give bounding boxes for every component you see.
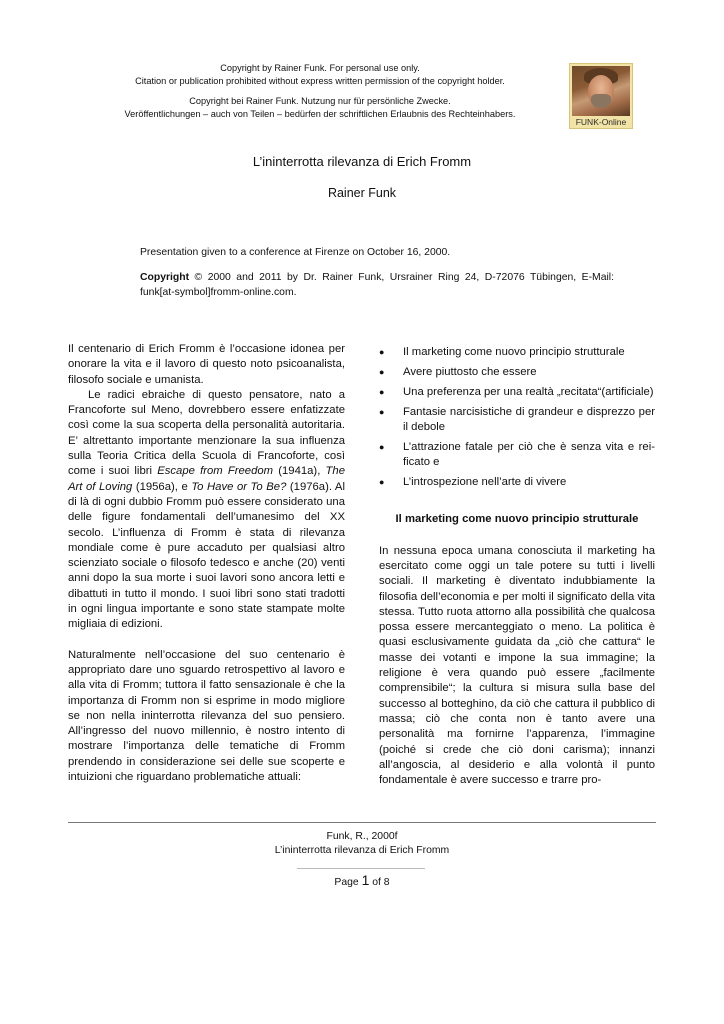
copyright-notice — [140, 271, 614, 300]
list-item: ● L’attrazione fatale per ciò che è senza vita e reificato e — [379, 440, 655, 471]
footer-divider — [68, 822, 656, 823]
footer-title: L’ininterrotta rilevanza di Erich Fromm — [274, 844, 450, 856]
author-photo — [572, 66, 630, 116]
book-title-to-have-or-to-be: To Have or To Be? — [191, 480, 287, 493]
list-item: ● Una preferenza per una realtà „recitata“(artificiale) — [379, 385, 655, 400]
document-author: Rainer Funk — [327, 186, 397, 200]
page-number: Page 1 of 8 — [334, 872, 390, 888]
book-title-escape-from-freedom: Escape from Freedom — [157, 465, 274, 478]
footer — [0, 830, 724, 857]
section-heading: Il marketing come nuovo principio strutturale — [395, 513, 639, 526]
footer-page-divider — [297, 868, 425, 869]
paragraph-1: Il centenario di Erich Fromm è l’occasione idonea per onorare la vita e il lavoro di questo noto psicoanalista, filosofo sociale e umanista. — [68, 343, 345, 386]
copyright-label: Copyright — [140, 272, 190, 283]
footer-citation: Funk, R., 2000f — [326, 831, 398, 842]
presentation-note: Presentation given to a conference at Firenze on October 16, 2000. — [140, 247, 451, 258]
section-paragraph: In nessuna epoca umana conosciuta il marketing ha esercitato come oggi un tale potere su tutti i livelli sociali. Il marketing è diventato indubbiamente la filosofia dell’economia e per molti il significato della vita stessa. Tutto ruota attorno alla possibilità che qualcosa possa essere mercanteggiato o meno. La politica è quasi esclusivamente guidata da „ciò che cattura“ le masse dei votanti e impone la sua immagine; la religione è vera quando può essere „facilmente comprensibile“; la cultura si misura sulla base del successo al botteghino, da ciò che cattura il pubblico di massa; ciò che conta non è tanto avere una personalità ma fornirne l’apparenza, l’immagine (poiché si crede che ciò doni carisma); innanzi all’angoscia, al desiderio e alla volontà il punto fondamentale è avere successo e trarre pro- — [379, 544, 655, 787]
book-title-art-of-loving: The Art of Loving — [68, 465, 345, 493]
list-item: ● Fantasie narcisistiche di grandeur e disprezzo per il debole — [379, 405, 655, 436]
current-page: 1 — [361, 872, 370, 888]
copyright-header — [90, 62, 550, 120]
right-column — [379, 345, 655, 788]
list-item: ● L’introspezione nell’arte di vivere — [379, 475, 655, 490]
copyright-de-line-2: Veröffentlichungen – auch von Teilen – bedürfen der schriftlichen Erlaubnis des Rechteinhabers. — [124, 108, 516, 119]
topics-list — [379, 345, 655, 490]
copyright-text: © 2000 and 2011 by Dr. Rainer Funk, Ursrainer Ring 24, D-72076 Tübingen, E-Mail: funk[at-symbol]fromm-online.com. — [140, 272, 614, 298]
copyright-en-line-1: Copyright by Rainer Funk. For personal use only. — [220, 63, 420, 73]
copyright-en-line-2: Citation or publication prohibited without express written permission of the copyright holder. — [135, 75, 505, 86]
paragraph-3: Naturalmente nell’occasione del suo centenario è appropriato dare uno sguardo retrospettivo al lavoro e alla vita di Fromm; tuttora il fatto sensazionale è che la importanza di Fromm non si esprime in modo migliore se non nella ininterrotta rilevanza del suo pensiero. All’ingresso del nuovo millennio, è nostro intento di mostrare l’importanza delle tematiche di Fromm prendendo in considerazione sei delle sue scoperte e intuizioni che riguardano problematiche attuali: — [68, 648, 345, 784]
funk-online-label: FUNK-Online — [575, 117, 627, 127]
copyright-de-line-1: Copyright bei Rainer Funk. Nutzung nur für persönliche Zwecke. — [189, 96, 451, 106]
list-item: ● Avere piuttosto che essere — [379, 365, 655, 380]
left-column — [68, 342, 345, 785]
document-title: L’ininterrotta rilevanza di Erich Fromm — [252, 154, 472, 169]
list-item: ● Il marketing come nuovo principio strutturale — [379, 345, 655, 360]
author-photo-badge — [569, 63, 633, 129]
paragraph-2: Le radici ebraiche di questo pensatore, nato a Francoforte sul Meno, dovrebbero essere enfatizzate così come la sua scoperta della personalità autoritaria. E’ altrettanto importante menzionare la sua influenza sulla Teoria Critica della Scuola di Francoforte, così come i suoi libri Escape from Freedom (1941a), The Art of Loving (1956a), e To Have or To Be? (1976a). Al di là di ogni dubbio Fromm può essere considerato una delle figure fondamentali dell’umanesimo del XX secolo. L’influenza di Fromm è stata di rilevanza mondiale come è pure accaduto per qualsiasi altro scienziato sociale o filosofo tedesco e anche (20) venti anni dopo la sua morte i suoi lavori sono ancora letti e dibattuti in tutto il mondo. I suoi libri sono stati tradotti in ogni lingua importante e sono state stampate molte migliaia di edizioni. — [68, 388, 345, 631]
